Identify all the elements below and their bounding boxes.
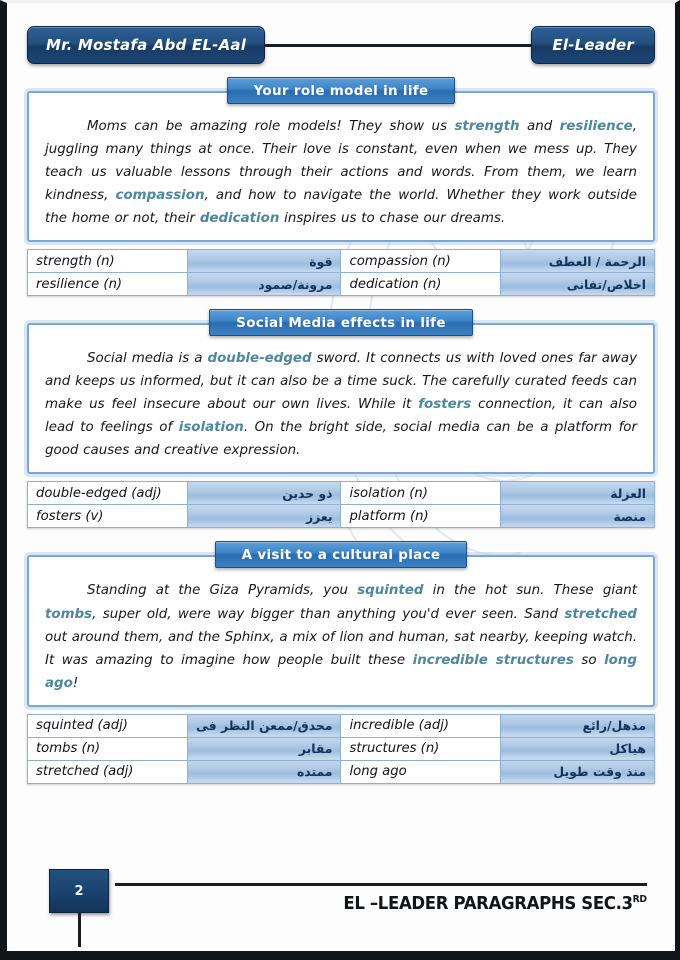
english-word-cell: double-edged (adj) xyxy=(28,482,188,505)
vocabulary-highlight: stretched xyxy=(564,606,637,622)
paragraph-run: connection, it can also lead to feelings of xyxy=(45,397,637,436)
vocabulary-highlight: double-edged xyxy=(207,351,312,367)
page-number-stem xyxy=(78,913,81,947)
footer-title xyxy=(344,893,647,914)
vocabulary-table-body xyxy=(28,250,655,296)
vocabulary-highlight: isolation xyxy=(178,420,244,436)
vocabulary-highlight: resilience xyxy=(559,119,633,134)
paragraph-run: , super old, were way bigger than anything you'd ever seen. Sand xyxy=(92,606,565,622)
vocabulary-highlight: squinted xyxy=(357,583,424,599)
paragraph-box xyxy=(27,323,655,474)
table-row xyxy=(28,737,655,760)
section-role-model xyxy=(27,77,655,296)
english-word-cell: platform (n) xyxy=(341,505,501,528)
english-word-cell: tombs (n) xyxy=(28,737,188,760)
section-banner-wrap xyxy=(27,77,655,104)
footer-rule xyxy=(115,883,647,886)
arabic-meaning-cell: ذو حدين xyxy=(187,482,341,505)
arabic-meaning-cell: هياكل xyxy=(501,737,655,760)
arabic-meaning-cell: قوة xyxy=(187,250,341,273)
paragraph-box xyxy=(27,555,655,706)
vocabulary-highlight: strength xyxy=(454,119,520,134)
arabic-meaning-cell: العزلة xyxy=(501,482,655,505)
paragraph-run: , juggling many things at once. Their love is constant, even when we mess up. They teach us valuable lessons through their actions and words. From them, we learn kindness, xyxy=(45,119,637,204)
paragraph-box xyxy=(27,91,655,242)
english-word-cell: isolation (n) xyxy=(341,482,501,505)
page-header xyxy=(27,17,655,73)
english-word-cell: structures (n) xyxy=(341,737,501,760)
paragraph-run: Standing at the Giza Pyramids, you xyxy=(87,583,358,599)
paragraph-run: inspires us to chase our dreams. xyxy=(279,211,506,227)
table-row xyxy=(28,714,655,737)
english-word-cell: resilience (n) xyxy=(28,273,188,296)
teacher-name-badge: Mr. Mostafa Abd EL-Aal xyxy=(27,26,265,64)
section-title-banner: Your role model in life xyxy=(227,77,456,104)
arabic-meaning-cell: اخلاص/تفانى xyxy=(501,273,655,296)
brand-badge: El-Leader xyxy=(531,26,655,64)
english-word-cell: compassion (n) xyxy=(341,250,501,273)
arabic-meaning-cell: يعزز xyxy=(187,505,341,528)
vocabulary-highlight: dedication xyxy=(199,211,280,227)
paragraph-text xyxy=(45,347,637,462)
arabic-meaning-cell: مقابر xyxy=(187,737,341,760)
vocabulary-table xyxy=(27,249,655,296)
arabic-meaning-cell: مذهل/رائع xyxy=(501,714,655,737)
english-word-cell: strength (n) xyxy=(28,250,188,273)
section-social-media xyxy=(27,309,655,528)
english-word-cell: stretched (adj) xyxy=(28,760,188,783)
arabic-meaning-cell: منصة xyxy=(501,505,655,528)
vocabulary-table-body xyxy=(28,482,655,528)
paragraph-text xyxy=(45,115,637,230)
paragraph-run: ! xyxy=(72,675,79,691)
arabic-meaning-cell: الرحمة / العطف xyxy=(501,250,655,273)
vocabulary-table-body xyxy=(28,714,655,783)
vocabulary-highlight: fosters xyxy=(418,397,472,413)
english-word-cell: incredible (adj) xyxy=(341,714,501,737)
paragraph-run: . On the bright side, social media can be a platform for good causes and creative expression. xyxy=(45,420,637,459)
vocabulary-table xyxy=(27,714,655,784)
page-footer xyxy=(7,869,675,939)
section-banner-wrap xyxy=(27,309,655,336)
paragraph-run: Social media is a xyxy=(87,351,208,367)
english-word-cell: fosters (v) xyxy=(28,505,188,528)
vocabulary-highlight: compassion xyxy=(115,188,205,204)
english-word-cell: dedication (n) xyxy=(341,273,501,296)
table-row xyxy=(28,482,655,505)
vocabulary-highlight: long ago xyxy=(45,652,637,691)
section-banner-wrap xyxy=(27,541,655,568)
arabic-meaning-cell: محدق/ممعن النظر فى xyxy=(187,714,341,737)
paragraph-run: so xyxy=(573,652,605,668)
paragraph-run: and xyxy=(519,119,560,134)
paragraph-text xyxy=(45,579,637,694)
arabic-meaning-cell: مرونة/صمود xyxy=(187,273,341,296)
footer-title-ordinal: RD xyxy=(633,894,647,905)
table-row xyxy=(28,760,655,783)
paragraph-run: out around them, and the Sphinx, a mix of lion and human, sat nearby, keeping watch. It was amazing to imagine how people built these xyxy=(45,629,637,668)
paragraph-run: sword. It connects us with loved ones far away and keeps us informed, but it can also be a time suck. The carefully curated feeds can make us feel insecure about our own lives. While it xyxy=(45,351,637,413)
english-word-cell: long ago xyxy=(341,760,501,783)
table-row xyxy=(28,250,655,273)
table-row xyxy=(28,505,655,528)
section-title-banner: A visit to a cultural place xyxy=(215,541,468,568)
vocabulary-table xyxy=(27,481,655,528)
footer-title-main: EL –LEADER PARAGRAPHS SEC.3 xyxy=(343,893,634,914)
vocabulary-highlight: incredible structures xyxy=(412,652,574,668)
page-number-badge: 2 xyxy=(49,869,109,913)
paragraph-run: Moms can be amazing role models! They show us xyxy=(87,119,455,134)
page-content xyxy=(7,17,675,784)
arabic-meaning-cell: ممتده xyxy=(187,760,341,783)
section-cultural-place xyxy=(27,541,655,783)
table-row xyxy=(28,273,655,296)
arabic-meaning-cell: منذ وقت طويل xyxy=(501,760,655,783)
vocabulary-highlight: tombs xyxy=(45,606,93,622)
paragraph-run: in the hot sun. These giant xyxy=(423,583,637,599)
paragraph-run: , and how to navigate the world. Whether they work outside the home or not, their xyxy=(45,188,638,227)
section-title-banner: Social Media effects in life xyxy=(209,309,473,336)
english-word-cell: squinted (adj) xyxy=(28,714,188,737)
